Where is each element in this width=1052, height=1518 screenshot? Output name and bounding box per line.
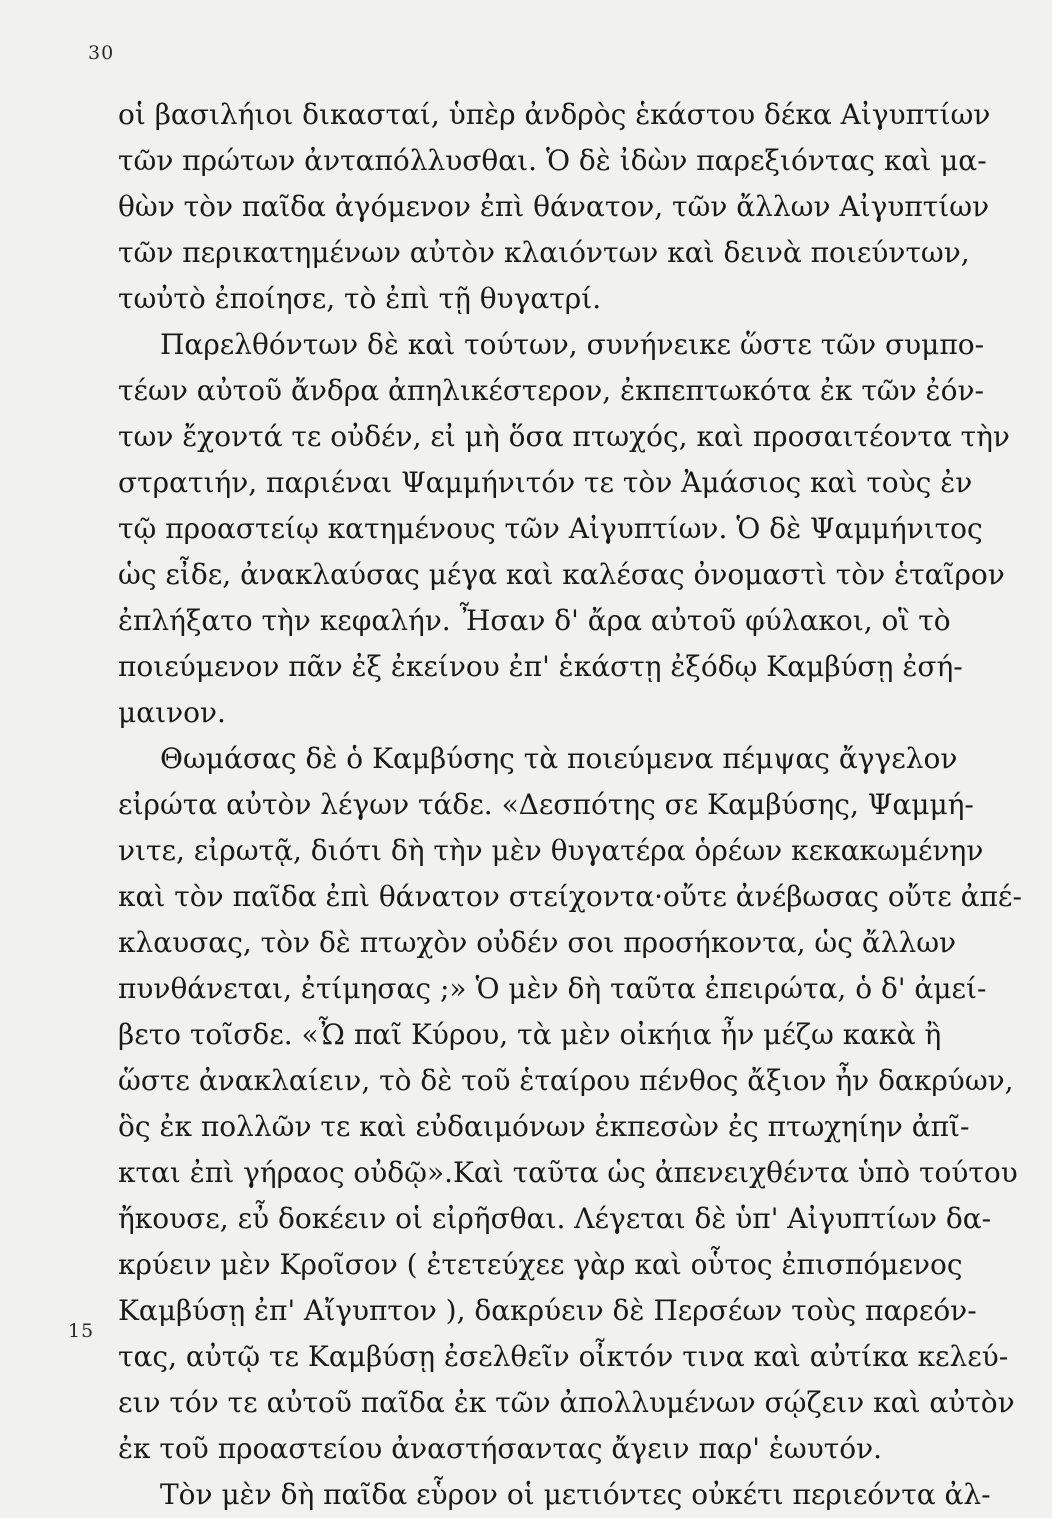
text-line: ποιεύμενον πᾶν ἐξ ἐκείνου ἐπ' ἑκάστῃ ἐξόδῳ Καμβύσῃ ἐσή-: [118, 650, 963, 683]
text-line: καὶ τὸν παῖδα ἐπὶ θάνατον στείχοντα·οὔτε ἀνέβωσας οὔτε ἀπέ-: [118, 880, 1022, 913]
text-line: βετο τοῖσδε. «Ὦ παῖ Κύρου, τὰ μὲν οἰκήια ἦν μέζω κακὰ ἢ: [118, 1018, 942, 1051]
page-number: 30: [88, 42, 115, 64]
text-line: ἤκουσε, εὖ δοκέειν οἱ εἰρῆσθαι. Λέγεται δὲ ὑπ' Αἰγυπτίων δα-: [118, 1202, 992, 1235]
text-line: ἐκ τοῦ προαστείου ἀναστήσαντας ἄγειν παρ' ἑωυτόν.: [118, 1432, 882, 1465]
text-line: ὥστε ἀνακλαίειν, τὸ δὲ τοῦ ἑταίρου πένθος ἄξιον ἦν δακρύων,: [118, 1064, 1014, 1097]
paragraph-start-line: Τὸν μὲν δὴ παῖδα εὗρον οἱ μετιόντες οὐκέτι περιεόντα ἀλ-: [160, 1478, 991, 1511]
text-line: τῶν περικατημένων αὐτὸν κλαιόντων καὶ δεινὰ ποιεύντων,: [118, 236, 970, 269]
text-line: κρύειν μὲν Κροῖσον ( ἐτετεύχεε γὰρ καὶ οὗτος ἐπισπόμενος: [118, 1248, 963, 1281]
text-line: ἐπλήξατο τὴν κεφαλήν. Ἦσαν δ' ἄρα αὐτοῦ φύλακοι, οἳ τὸ: [118, 604, 951, 637]
text-line: οἱ βασιλήιοι δικασταί, ὑπὲρ ἀνδρὸς ἑκάστου δέκα Αἰγυπτίων: [118, 98, 991, 131]
greek-text-body: [118, 92, 1022, 1518]
text-line: στρατιήν, παριέναι Ψαμμήνιτόν τε τὸν Ἀμάσιος καὶ τοὺς ἐν: [118, 466, 973, 499]
text-line: τέων αὐτοῦ ἄνδρα ἀπηλικέστερον, ἐκπεπτωκότα ἐκ τῶν ἐόν-: [118, 374, 984, 407]
paragraph-start-line: Παρελθόντων δὲ καὶ τούτων, συνήνεικε ὥστε τῶν συμπο-: [160, 328, 985, 361]
text-line: εἰρώτα αὐτὸν λέγων τάδε. «Δεσπότης σε Καμβύσης, Ψαμμή-: [118, 788, 974, 821]
text-line: ειν τόν τε αὐτοῦ παῖδα ἐκ τῶν ἀπολλυμένων σῴζειν καὶ αὐτὸν: [118, 1386, 1015, 1419]
text-line: ὃς ἐκ πολλῶν τε καὶ εὐδαιμόνων ἐκπεσὼν ἐς πτωχηίην ἀπῖ-: [118, 1110, 970, 1143]
text-line: ὡς εἶδε, ἀνακλαύσας μέγα καὶ καλέσας ὀνομαστὶ τὸν ἑταῖρον: [118, 558, 1005, 591]
line-number-marker: 15: [68, 1320, 95, 1342]
text-line: πυνθάνεται, ἐτίμησας ;» Ὁ μὲν δὴ ταῦτα ἐπειρώτα, ὁ δ' ἀμεί-: [118, 972, 987, 1005]
text-line: Καμβύσῃ ἐπ' Αἴγυπτον ), δακρύειν δὲ Περσέων τοὺς παρεόν-: [118, 1294, 977, 1327]
text-line: τῷ προαστείῳ κατημένους τῶν Αἰγυπτίων. Ὁ δὲ Ψαμμήνιτος: [118, 512, 983, 545]
text-line: τῶν πρώτων ἀνταπόλλυσθαι. Ὁ δὲ ἰδὼν παρεξιόντας καὶ μα-: [118, 144, 987, 177]
text-line: τωὐτὸ ἐποίησε, τὸ ἐπὶ τῇ θυγατρί.: [118, 282, 602, 315]
text-line: κται ἐπὶ γήραος οὐδῷ».Καὶ ταῦτα ὡς ἀπενειχθέντα ὑπὸ τούτου: [118, 1156, 1018, 1189]
text-line: μαινον.: [118, 696, 226, 729]
text-line: κλαυσας, τὸν δὲ πτωχὸν οὐδέν σοι προσήκοντα, ὡς ἄλλων: [118, 926, 957, 959]
text-line: θὼν τὸν παῖδα ἀγόμενον ἐπὶ θάνατον, τῶν ἄλλων Αἰγυπτίων: [118, 190, 990, 223]
paragraph-start-line: Θωμάσας δὲ ὁ Καμβύσης τὰ ποιεύμενα πέμψας ἄγγελον: [160, 742, 958, 775]
text-line: των ἔχοντά τε οὐδέν, εἰ μὴ ὅσα πτωχός, καὶ προσαιτέοντα τὴν: [118, 420, 1010, 453]
text-line: νιτε, εἰρωτᾷ, διότι δὴ τὴν μὲν θυγατέρα ὁρέων κεκακωμένην: [118, 834, 984, 867]
text-line: τας, αὐτῷ τε Καμβύσῃ ἐσελθεῖν οἶκτόν τινα καὶ αὐτίκα κελεύ-: [118, 1340, 1009, 1373]
